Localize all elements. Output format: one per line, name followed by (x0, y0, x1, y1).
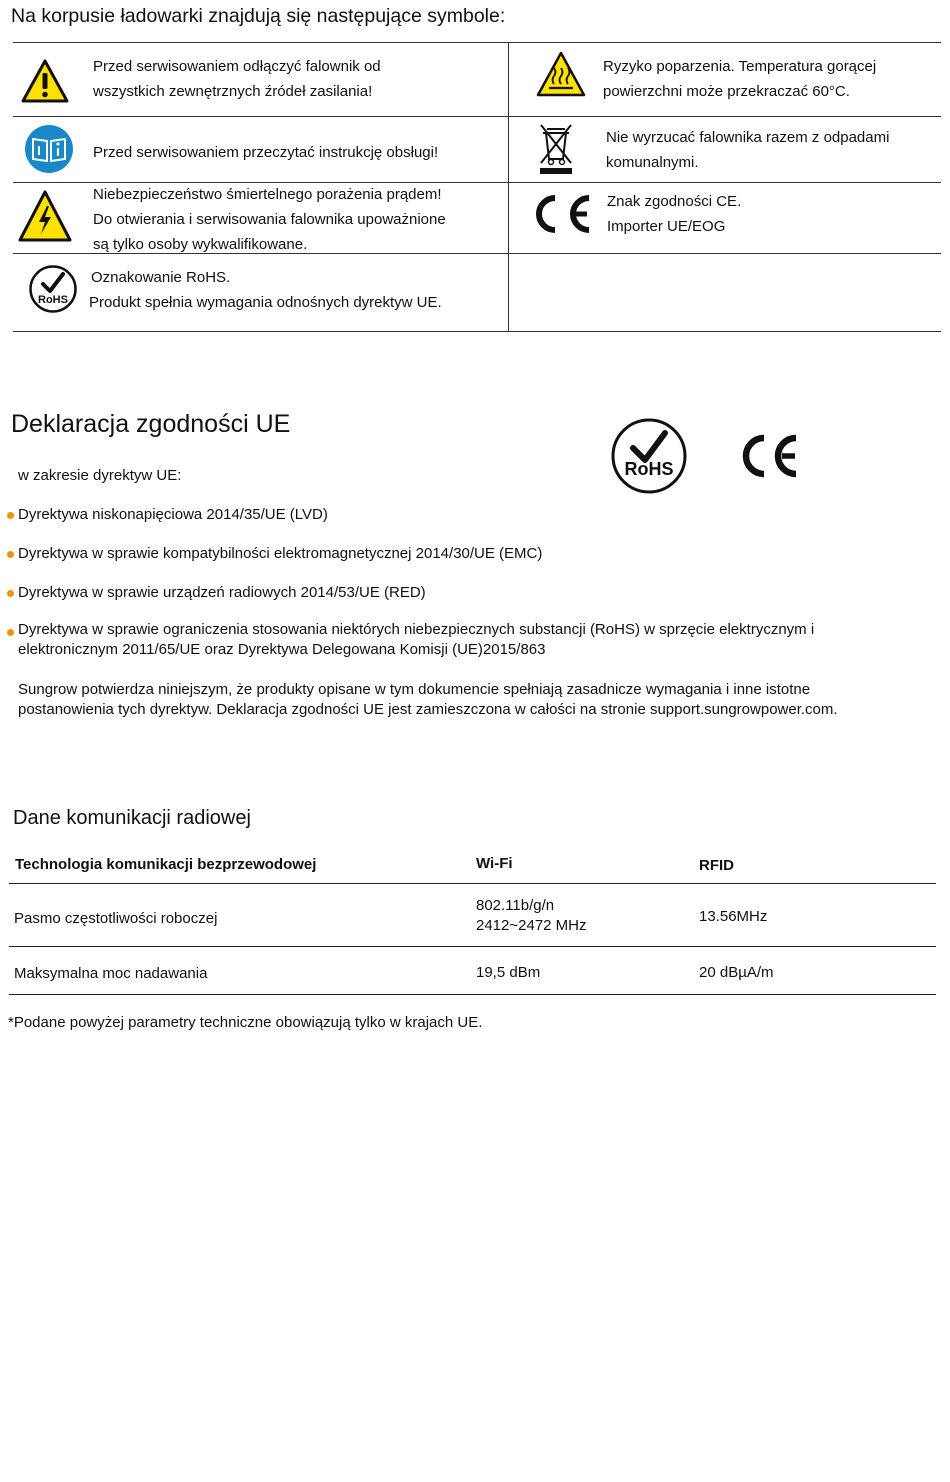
symbol-description (606, 125, 889, 175)
symbol-text-line: Nie wyrzucać falownika razem z odpadami (606, 129, 890, 146)
symbols-title: Na korpusie ładowarki znajdują się następujące symbole: (11, 5, 506, 27)
directive-line: Dyrektywa w sprawie ograniczenia stosowania niektórych niebezpiecznych substancji (RoHS) w sprzęcie elektrycznym i (18, 621, 815, 638)
symbol-text-line: powierzchni może przekraczać 60°C. (603, 83, 850, 100)
manual-icon (24, 124, 74, 174)
hot-surface-icon (536, 51, 586, 97)
bullet-dot (7, 629, 14, 636)
bullet-dot (7, 590, 14, 597)
symbol-text-line: są tylko osoby wykwalifikowane. (93, 236, 308, 253)
symbol-text-line: komunalnymi. (606, 154, 699, 171)
rfid-value: 20 dBµA/m (699, 964, 774, 981)
table-divider (508, 42, 509, 332)
symbol-text-line: Produkt spełnia wymagania odnośnych dyrektyw UE. (89, 294, 442, 311)
table-divider (9, 994, 936, 995)
column-header-technology: Technologia komunikacji bezprzewodowej (15, 856, 317, 873)
symbol-text-line: Przed serwisowaniem odłączyć falownik od (93, 58, 381, 75)
rohs-logo (610, 417, 688, 495)
directive-item (18, 620, 814, 660)
directive-line: elektronicznym 2011/65/UE oraz Dyrektywa Delegowana Komisji (UE)2015/863 (18, 641, 546, 658)
symbol-text-line: Przed serwisowaniem przeczytać instrukcję obsługi! (93, 144, 439, 161)
symbol-text-line: Niebezpieczeństwo śmiertelnego porażenia prądem! (93, 186, 442, 203)
statement-line: postanowienia tych dyrektyw. Deklaracja zgodności UE jest zamieszczona w całości na stronie support.sungrowpower.com. (18, 701, 838, 718)
bullet-dot (7, 551, 14, 558)
directive-item: Dyrektywa niskonapięciowa 2014/35/UE (LVD) (18, 506, 328, 523)
symbol-text-line: Ryzyko poparzenia. Temperatura gorącej (603, 58, 877, 75)
symbol-text-line: Importer UE/EOG (607, 218, 726, 235)
table-divider (9, 946, 936, 947)
rohs-logo-label: RoHS (624, 459, 674, 479)
high-voltage-icon (18, 190, 72, 242)
wifi-value (476, 896, 587, 936)
row-label: Pasmo częstotliwości roboczej (14, 910, 218, 927)
rfid-value: 13.56MHz (699, 908, 768, 925)
conformity-statement (18, 680, 838, 720)
declaration-title: Deklaracja zgodności UE (11, 410, 291, 438)
table-divider (9, 883, 936, 884)
rohs-icon-label: RoHS (38, 294, 68, 306)
column-header-wifi: Wi-Fi (476, 855, 513, 872)
wifi-value-line: 802.11b/g/n (476, 897, 555, 914)
symbol-text-line: wszystkich zewnętrznych źródeł zasilania! (93, 83, 373, 100)
table-divider (13, 331, 941, 332)
statement-line: Sungrow potwierdza niniejszym, że produkty opisane w tym dokumencie spełniają zasadnicze wymagania i inne istotne (18, 681, 811, 698)
symbol-description (603, 54, 876, 104)
symbol-table (13, 42, 941, 332)
directive-item: Dyrektywa w sprawie urządzeń radiowych 2014/53/UE (RED) (18, 584, 426, 601)
symbol-text-line: Do otwierania i serwisowania falownika upoważnione (93, 211, 446, 228)
row-label: Maksymalna moc nadawania (14, 965, 208, 982)
wifi-value-line: 2412~2472 MHz (476, 917, 587, 934)
symbol-description (91, 265, 442, 315)
directive-item: Dyrektywa w sprawie kompatybilności elektromagnetycznej 2014/30/UE (EMC) (18, 545, 543, 562)
table-divider (13, 116, 941, 117)
warning-triangle-icon (21, 59, 69, 103)
crossed-bin-icon (537, 121, 575, 175)
column-header-rfid: RFID (699, 857, 734, 874)
symbol-text-line: Oznakowanie RoHS. (91, 269, 231, 286)
wifi-value: 19,5 dBm (476, 964, 541, 981)
declaration-intro: w zakresie dyrektyw UE: (18, 467, 182, 484)
symbol-description (93, 54, 381, 104)
radio-data-title: Dane komunikacji radiowej (13, 807, 251, 829)
symbol-description (93, 140, 438, 165)
symbol-text-line: Znak zgodności CE. (607, 193, 742, 210)
footnote: *Podane powyżej parametry techniczne obowiązują tylko w krajach UE. (8, 1014, 483, 1031)
rohs-icon (28, 264, 78, 314)
bullet-dot (7, 512, 14, 519)
ce-logo (740, 434, 800, 478)
table-divider (13, 42, 941, 43)
symbol-description (93, 182, 446, 257)
symbol-description (607, 189, 741, 239)
ce-mark-icon (529, 194, 593, 234)
